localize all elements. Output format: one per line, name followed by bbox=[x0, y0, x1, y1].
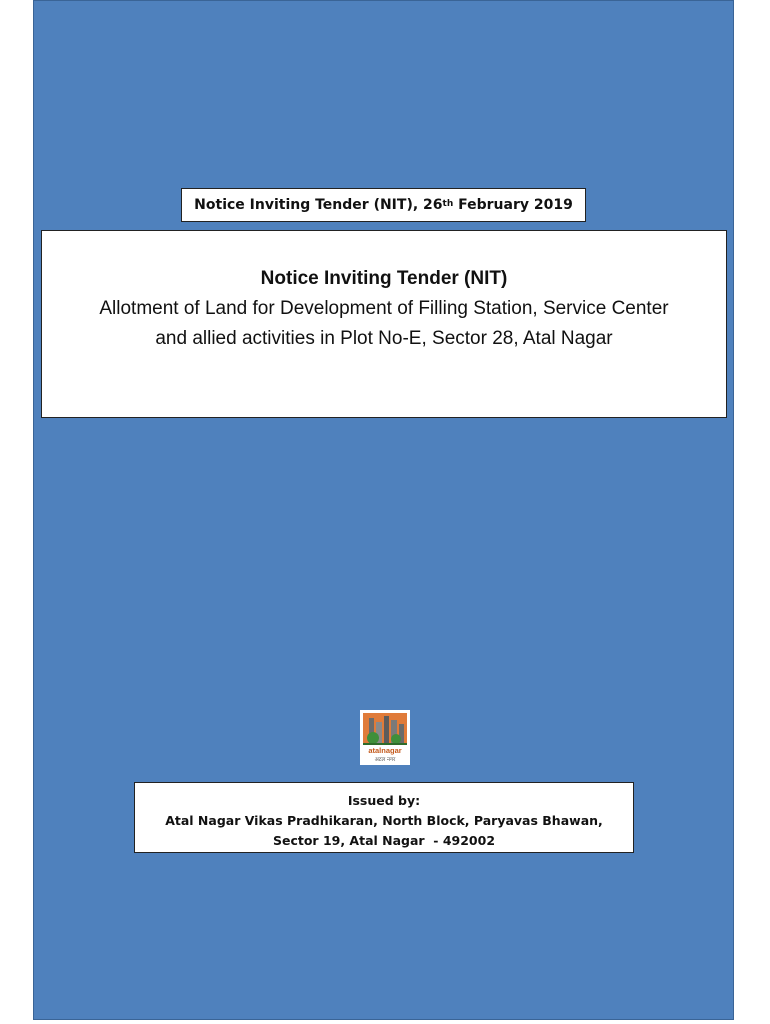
title-box bbox=[41, 230, 727, 418]
cover-page bbox=[33, 0, 734, 1020]
issuer-address-line-2: Sector 19, Atal Nagar - 492002 bbox=[272, 833, 496, 848]
atal-nagar-logo-icon bbox=[360, 710, 410, 765]
issued-by-label: Issued by: bbox=[347, 793, 421, 808]
nit-date-header: Notice Inviting Tender (NIT), 26 $^{th}$ February 2019 bbox=[181, 188, 586, 222]
logo-wordmark: atalnagar bbox=[368, 746, 402, 755]
nit-date-text: Notice Inviting Tender (NIT), 26 bbox=[194, 197, 443, 213]
logo-wordmark-hindi: अटल नगर bbox=[374, 757, 396, 763]
document-subtitle-line-2: and allied activities in Plot No-E, Sector 28, Atal Nagar bbox=[155, 328, 613, 349]
issued-by-box bbox=[134, 782, 634, 853]
document-subtitle-line-1: Allotment of Land for Development of Filling Station, Service Center bbox=[99, 298, 669, 319]
issuer-address-line-1: Atal Nagar Vikas Pradhikaran, North Block, Paryavas Bhawan, bbox=[165, 813, 603, 828]
document-title: Notice Inviting Tender (NIT) bbox=[260, 268, 508, 289]
nit-date-month-year: February 2019 bbox=[453, 197, 573, 213]
